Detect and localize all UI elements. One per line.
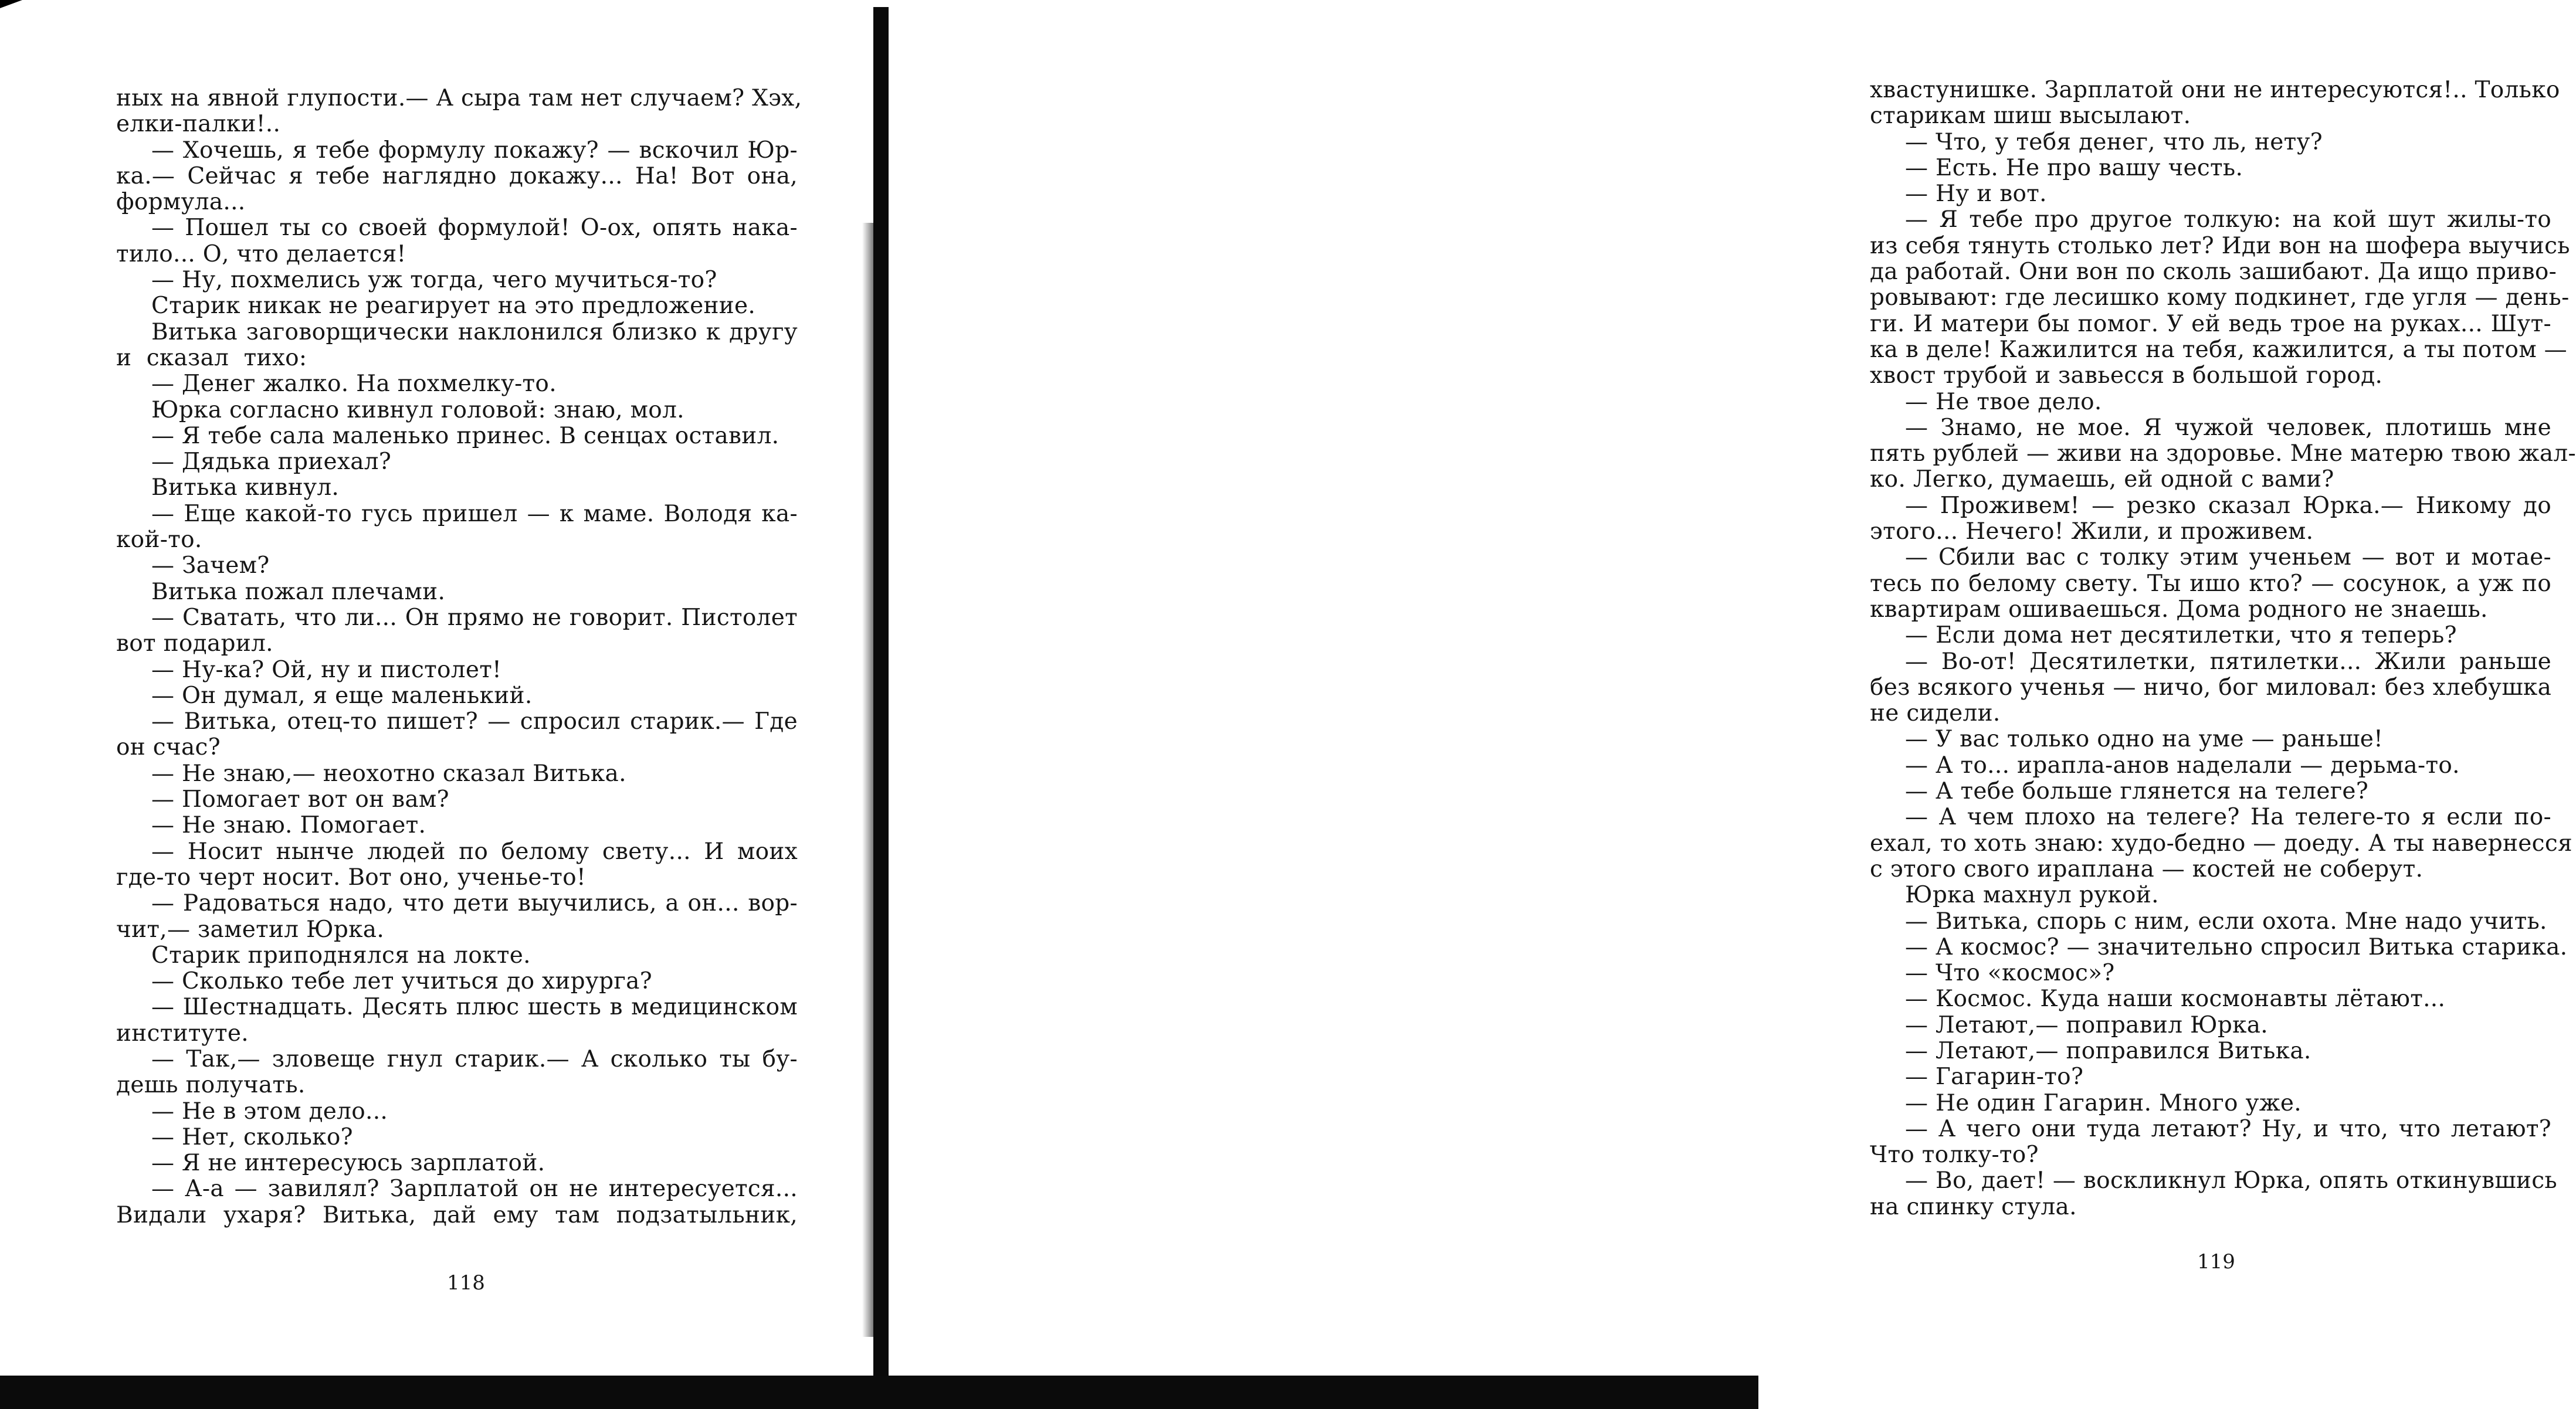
left-page-text-line: — Зачем? bbox=[151, 552, 270, 579]
left-page-text-line: чит,— заметил Юрка. bbox=[116, 916, 385, 943]
left-page bbox=[0, 0, 856, 1409]
right-page-text-line: ка в деле! Кажилится на тебя, кажилится, а ты потом — bbox=[1870, 336, 2567, 363]
left-page-text-line: Витька кивнул. bbox=[151, 474, 340, 501]
left-page-text-line: — Носит нынче людей по белому свету... И моих bbox=[151, 838, 798, 865]
right-page-text-line: хвастунишке. Зарплатой они не интересуются!.. Только bbox=[1870, 77, 2560, 103]
right-page-text-line: — Проживем! — резко сказал Юрка.— Никому до bbox=[1905, 492, 2551, 519]
right-page-text-line: — Летают,— поправился Витька. bbox=[1905, 1037, 2311, 1064]
right-page-text-line: — Витька, спорь с ним, если охота. Мне надо учить. bbox=[1905, 908, 2547, 935]
right-page-text-line: — А чего они туда летают? Ну, и что, что летают? bbox=[1905, 1115, 2551, 1142]
right-page-text-line: — Во, дает! — воскликнул Юрка, опять откинувшись bbox=[1905, 1167, 2557, 1194]
right-page-text-line: — Летают,— поправил Юрка. bbox=[1905, 1011, 2269, 1038]
right-page-text-line: — А то... ирапла-анов наделали — дерьма-то. bbox=[1905, 752, 2460, 779]
right-page-text-line: — У вас только одно на уме — раньше! bbox=[1905, 726, 2384, 753]
left-page-text-line: — Не знаю,— неохотно сказал Витька. bbox=[151, 760, 626, 787]
right-page-text bbox=[1870, 77, 2576, 1220]
right-page-text-line: — Космос. Куда наши космонавты лётают... bbox=[1905, 986, 2446, 1013]
left-page-text-line: — Ну, похмелись уж тогда, чего мучиться-то? bbox=[151, 267, 717, 294]
book-spine-shadow bbox=[862, 223, 874, 1337]
left-page-text-line: — Помогает вот он вам? bbox=[151, 786, 449, 813]
right-page bbox=[897, 0, 2576, 1409]
left-page-text-line: — Шестнадцать. Десять плюс шесть в медицинском bbox=[151, 994, 798, 1021]
right-page-text-line: — Не твое дело. bbox=[1905, 388, 2102, 415]
left-page-text-line: кой-то. bbox=[116, 527, 202, 554]
right-page-number: 119 bbox=[2197, 1250, 2235, 1274]
right-page-text-line: — Что, у тебя денег, что ль, нету? bbox=[1905, 128, 2323, 155]
left-page-text-line: ных на явной глупости.— А сыра там нет случаем? Хэх, bbox=[116, 85, 802, 111]
left-page-text-line: — Он думал, я еще маленький. bbox=[151, 682, 533, 709]
right-page-text-line: — Не один Гагарин. Много уже. bbox=[1905, 1089, 2302, 1116]
right-page-text-line: с этого свого ираплана — костей не соберут. bbox=[1870, 855, 2424, 882]
right-page-text-line: на спинку стула. bbox=[1870, 1193, 2077, 1220]
right-page-text-line: пять рублей — живи на здоровье. Мне матерю твою жал- bbox=[1870, 440, 2576, 467]
left-page-text-line: тило... О, что делается! bbox=[116, 240, 406, 267]
left-page-text-line: Старик никак не реагирует на это предложение. bbox=[151, 293, 756, 320]
left-page-text-line: — Хочешь, я тебе формулу покажу? — вскочил Юр- bbox=[151, 137, 798, 164]
left-page-text-line: — Денег жалко. На похмелку-то. bbox=[151, 371, 557, 398]
right-page-text-line: — Во-от! Десятилетки, пятилетки... Жили раньше bbox=[1905, 648, 2551, 675]
left-page-text-line: ка.— Сейчас я тебе наглядно докажу... На! Вот она, bbox=[116, 162, 798, 189]
right-page-text-line: старикам шиш высылают. bbox=[1870, 103, 2191, 130]
left-page-text-line: — Не знаю. Помогает. bbox=[151, 812, 426, 839]
right-page-text-line: — Я тебе про другое толкую: на кой шут жилы-то bbox=[1905, 206, 2551, 233]
left-page-text-line: — Нет, сколько? bbox=[151, 1123, 353, 1150]
right-page-text-line: — Ну и вот. bbox=[1905, 181, 2047, 208]
right-page-text-line: Юрка махнул рукой. bbox=[1905, 882, 2159, 909]
left-page-number: 118 bbox=[447, 1271, 485, 1295]
left-page-text-line: Видали ухаря? Витька, дай ему там подзатыльник, bbox=[116, 1201, 798, 1228]
right-page-text-line: без всякого ученья — ничо, бог миловал: без хлебушка bbox=[1870, 674, 2552, 701]
left-page-text-line: и сказал тихо: bbox=[116, 344, 307, 371]
right-page-text-line: — А космос? — значительно спросил Витька старика. bbox=[1905, 933, 2568, 960]
right-page-text-line: — А тебе больше глянется на телеге? bbox=[1905, 778, 2369, 805]
left-page-text-line: — Не в этом дело... bbox=[151, 1098, 388, 1125]
left-page-text-line: где-то черт носит. Вот оно, ученье-то! bbox=[116, 864, 586, 891]
right-page-text-line: тесь по белому свету. Ты ишо кто? — сосунок, а уж по bbox=[1870, 570, 2551, 597]
left-page-text-line: — Ну-ка? Ой, ну и пистолет! bbox=[151, 656, 502, 683]
right-page-text-line: этого... Нечего! Жили, и проживем. bbox=[1870, 518, 2314, 545]
left-page-text-line: дешь получать. bbox=[116, 1072, 306, 1099]
right-page-text-line: — Гагарин-то? bbox=[1905, 1064, 2084, 1091]
left-page-text-line: Витька заговорщически наклонился близко к другу bbox=[151, 318, 798, 345]
right-page-text-line: ги. И матери бы помог. У ей ведь трое на руках... Шут- bbox=[1870, 310, 2551, 337]
left-page-text-line: Юрка согласно кивнул головой: знаю, мол. bbox=[151, 396, 684, 423]
right-page-text-line: из себя тянуть столько лет? Иди вон на шофера выучись bbox=[1870, 232, 2570, 259]
left-page-text-line: Витька пожал плечами. bbox=[151, 578, 446, 605]
left-page-text-line: вот подарил. bbox=[116, 630, 273, 657]
left-page-text-line: формула... bbox=[116, 189, 246, 216]
right-page-text-line: ехал, то хоть знаю: худо-бедно — доеду. А ты навернесся bbox=[1870, 830, 2572, 857]
left-page-text-line: — Я тебе сала маленько принес. В сенцах оставил. bbox=[151, 422, 779, 449]
book-spine bbox=[873, 7, 889, 1384]
left-page-text-line: — Дядька приехал? bbox=[151, 449, 392, 476]
left-page-text-line: — Я не интересуюсь зарплатой. bbox=[151, 1150, 545, 1177]
left-page-text-line: — Сватать, что ли... Он прямо не говорит. Пистолет bbox=[151, 604, 798, 631]
right-page-text-line: — Есть. Не про вашу честь. bbox=[1905, 154, 2243, 181]
left-page-text bbox=[116, 85, 802, 1228]
right-page-text-line: — Если дома нет десятилетки, что я теперь? bbox=[1905, 622, 2457, 649]
left-page-text-line: — Еще какой-то гусь пришел — к маме. Володя ка- bbox=[151, 500, 798, 527]
right-page-text-line: не сидели. bbox=[1870, 700, 2001, 727]
right-page-text-line: да работай. Они вон по сколь зашибают. Да ищо приво- bbox=[1870, 259, 2557, 286]
right-page-text-line: — Сбили вас с толку этим ученьем — вот и мотае- bbox=[1905, 544, 2551, 571]
right-page-text-line: хвост трубой и завьесся в большой город. bbox=[1870, 362, 2383, 389]
right-page-text-line: — Что «космос»? bbox=[1905, 960, 2115, 987]
left-page-text-line: — Сколько тебе лет учиться до хирурга? bbox=[151, 968, 652, 995]
right-page-text-line: квартирам ошиваешься. Дома родного не знаешь. bbox=[1870, 596, 2488, 623]
right-page-text-line: ко. Легко, думаешь, ей одной с вами? bbox=[1870, 466, 2334, 493]
left-page-text-line: Старик приподнялся на локте. bbox=[151, 942, 531, 969]
right-page-text-line: — Знамо, не мое. Я чужой человек, плотишь мне bbox=[1905, 414, 2551, 441]
left-page-text-line: — Радоваться надо, что дети выучились, а он... вор- bbox=[151, 890, 798, 917]
left-page-text-line: — Пошел ты со своей формулой! О-ох, опять нака- bbox=[151, 215, 798, 242]
right-page-text-line: Что толку-то? bbox=[1870, 1142, 2039, 1169]
left-page-text-line: — Так,— зловеще гнул старик.— А сколько ты бу- bbox=[151, 1045, 798, 1072]
left-page-text-line: — Витька, отец-то пишет? — спросил старик.— Где bbox=[151, 708, 798, 735]
left-page-text-line: — А-а — завилял? Зарплатой он не интересуется... bbox=[151, 1176, 798, 1203]
scan-bottom-edge bbox=[0, 1376, 1758, 1409]
left-page-text-line: он счас? bbox=[116, 734, 221, 761]
left-page-text-line: институте. bbox=[116, 1020, 249, 1047]
right-page-text-line: ровывают: где лесишко кому подкинет, где угля — день- bbox=[1870, 284, 2570, 311]
left-page-text-line: елки-палки!.. bbox=[116, 111, 281, 138]
right-page-text-line: — А чем плохо на телеге? На телеге-то я если по- bbox=[1905, 804, 2551, 831]
